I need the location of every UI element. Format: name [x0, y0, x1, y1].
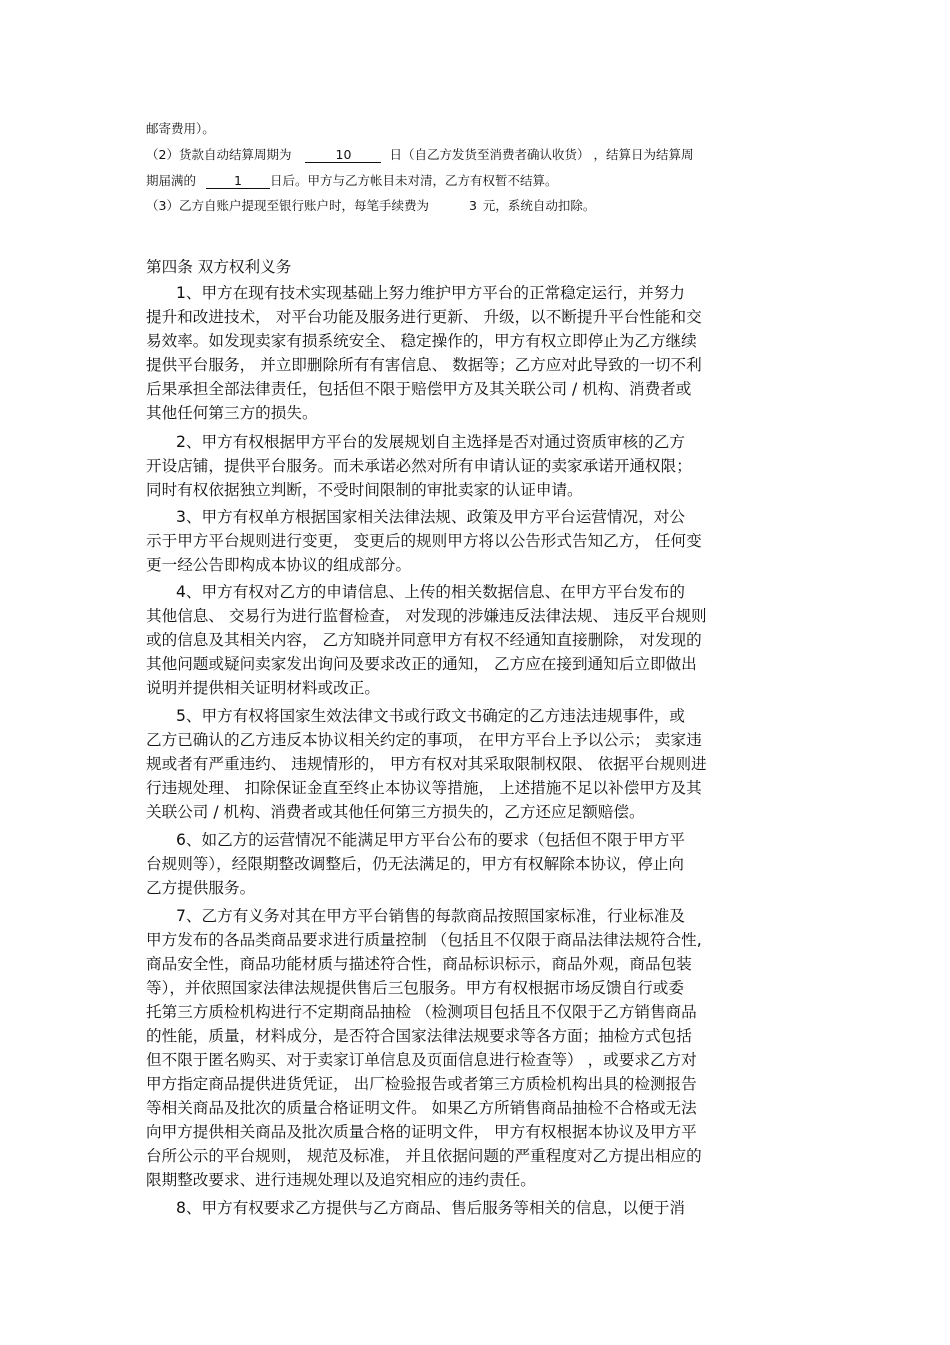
withdraw-fee-prefix: （3）乙方自账户提现至银行账户时，每笔手续费为	[146, 198, 429, 213]
paragraph-line: 规或者有严重违约、 违规情形的， 甲方有权对其采取限制权限、 依据平台规则进	[146, 755, 707, 773]
paragraph-line: 后果承担全部法律责任，包括但不限于赔偿甲方及其关联公司 / 机构、消费者或	[146, 380, 692, 398]
paragraph-line: 其他信息、 交易行为进行监督检查， 对发现的涉嫌违反法律法规、 违反平台规则	[146, 607, 707, 625]
paragraph-line: 其他问题或疑问卖家发出询问及要求改正的通知， 乙方应在接到通知后立即做出	[146, 655, 697, 673]
paragraph-line: 乙方提供服务。	[146, 879, 256, 897]
paragraph-line: 3、甲方有权单方根据国家相关法律法规、政策及甲方平台运营情况，对公	[176, 508, 685, 526]
settlement-date-value: 1	[206, 174, 270, 189]
settlement-cycle-line	[146, 147, 693, 163]
article-heading: 第四条 双方权利义务	[146, 258, 292, 276]
paragraph-line: 向甲方提供相关商品及批次质量合格的证明文件， 甲方有权根据本协议及甲方平	[146, 1123, 697, 1141]
paragraph-line: 台规则等），经限期整改调整后，仍无法满足的，甲方有权解除本协议，停止向	[146, 855, 684, 873]
paragraph-line: 易效率。如发现卖家有损系统安全、 稳定操作的，甲方有权立即停止为乙方继续	[146, 332, 697, 350]
paragraph-line: 6、如乙方的运营情况不能满足甲方平台公布的要求（包括但不限于甲方平	[176, 831, 685, 849]
paragraph-line: 等相关商品及批次的质量合格证明文件。 如果乙方所销售商品抽检不合格或无法	[146, 1099, 697, 1117]
paragraph-line: 行违规处理、 扣除保证金直至终止本协议等措施， 上述措施不足以补偿甲方及其	[146, 779, 702, 797]
withdraw-fee-value: 3	[468, 198, 477, 213]
paragraph-line: 更一经公告即构成本协议的组成部分。	[146, 556, 412, 574]
paragraph-line: 限期整改要求、进行违规处理以及追究相应的违约责任。	[146, 1171, 536, 1189]
paragraph-line: 商品安全性，商品功能材质与描述符合性，商品标识标示，商品外观，商品包装	[146, 955, 692, 973]
paragraph-line: 等），并依照国家法律法规提供售后三包服务。甲方有权根据市场反馈自行或委	[146, 979, 684, 997]
settlement-days-value: 10	[305, 148, 381, 163]
withdraw-fee-line	[146, 198, 595, 214]
paragraph-line: 4、甲方有权对乙方的申请信息、上传的相关数据信息、在甲方平台发布的	[176, 583, 685, 601]
paragraph-line: 提升和改进技术， 对平台功能及服务进行更新、 升级，以不断提升平台性能和交	[146, 308, 702, 326]
settlement-date-suffix: 日后。甲方与乙方帐目未对清，乙方有权暂不结算。	[270, 173, 558, 188]
paragraph-line: 其他任何第三方的损失。	[146, 404, 318, 422]
paragraph-line: 的性能，质量，材料成分，是否符合国家法律法规要求等各方面；抽检方式包括	[146, 1027, 692, 1045]
paragraph-line: 开设店铺，提供平台服务。而未承诺必然对所有申请认证的卖家承诺开通权限；	[146, 457, 692, 475]
paragraph-line: 台所公示的平台规则， 规范及标准， 并且依据问题的严重程度对乙方提出相应的	[146, 1147, 702, 1165]
settlement-date-prefix: 期届满的	[146, 173, 197, 188]
paragraph-line: 托第三方质检机构进行不定期商品抽检 （检测项目包括且不仅限于乙方销售商品	[146, 1003, 697, 1021]
paragraph-line: 甲方发布的各品类商品要求进行质量控制 （包括且不仅限于商品法律法规符合性,	[146, 931, 702, 949]
settlement-date-line	[146, 173, 558, 189]
paragraph-line: 5、甲方有权将国家生效法律文书或行政文书确定的乙方违法违规事件，或	[176, 707, 685, 725]
paragraph-line: 8、甲方有权要求乙方提供与乙方商品、售后服务等相关的信息，以便于消	[176, 1199, 685, 1217]
paragraph-line: 2、甲方有权根据甲方平台的发展规划自主选择是否对通过资质审核的乙方	[176, 433, 685, 451]
paragraph-line: 甲方指定商品提供进货凭证， 出厂检验报告或者第三方质检机构出具的检测报告	[146, 1075, 697, 1093]
paragraph-line: 同时有权依据独立判断，不受时间限制的审批卖家的认证申请。	[146, 481, 583, 499]
postage-fee-line: 邮寄费用）。	[146, 121, 215, 136]
paragraph-line: 1、甲方在现有技术实现基础上努力维护甲方平台的正常稳定运行，并努力	[176, 284, 685, 302]
paragraph-line: 说明并提供相关证明材料或改正。	[146, 679, 380, 697]
paragraph-line: 乙方已确认的乙方违反本协议相关约定的事项， 在甲方平台上予以公示； 卖家违	[146, 731, 702, 749]
withdraw-fee-suffix: 元，系统自动扣除。	[482, 198, 596, 213]
paragraph-line: 但不限于匿名购买、对于卖家订单信息及页面信息进行检查等） ，或要求乙方对	[146, 1051, 697, 1069]
paragraph-line: 提供平台服务， 并立即删除所有有害信息、 数据等；乙方应对此导致的一切不利	[146, 356, 702, 374]
paragraph-line: 示于甲方平台规则进行变更， 变更后的规则甲方将以公告形式告知乙方， 任何变	[146, 532, 702, 550]
settlement-cycle-suffix: 日（自乙方发货至消费者确认收货） ，结算日为结算周	[389, 147, 694, 162]
paragraph-line: 7、乙方有义务对其在甲方平台销售的每款商品按照国家标准，行业标准及	[176, 907, 685, 925]
paragraph-line: 或的信息及其相关内容， 乙方知晓并同意甲方有权不经通知直接删除， 对发现的	[146, 631, 702, 649]
paragraph-line: 关联公司 / 机构、消费者或其他任何第三方损失的，乙方还应足额赔偿。	[146, 803, 645, 821]
settlement-cycle-prefix: （2）货款自动结算周期为	[146, 147, 292, 162]
